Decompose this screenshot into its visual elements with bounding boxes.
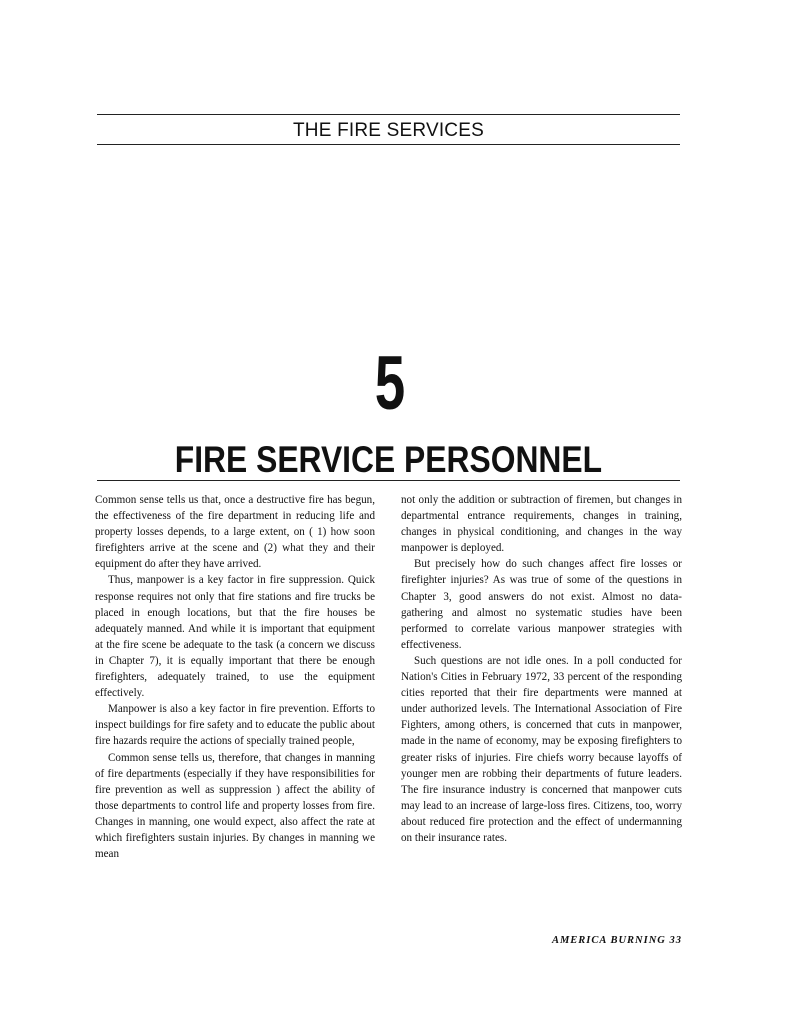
paragraph: Thus, manpower is a key factor in fire suppression. Quick response requires not only that fire stations and fire trucks be placed in enough locations, but that the fire houses be adequately manned. And while it is important that equipment at the fire scene be adequate to the task (a concern we discuss in Chapter 7), it is equally important that there be enough firefighters, adequately trained, to use the equipment effectively. [95,574,375,700]
paragraph: Common sense tells us that, once a destructive fire has begun, the effectiveness of the fire department in reducing life and property losses depends, to a large extent, on ( 1) how soon firefighters arrive at the scene and (2) what they and their equipment do after they have arrived. [95,494,375,571]
paragraph: Such questions are not idle ones. In a poll conducted for Nation's Cities in February 1972, 33 percent of the responding cities reported that their fire departments were manned at under authorized levels. The International Association of Fire Fighters, among others, is concerned that cuts in manpower, made in the name of economy, may be exposing firefighters to greater risks of injuries. Fire chiefs worry because layoffs of younger men are robbing their departments of future leaders. The fire insurance industry is concerned that manpower cuts may lead to an increase of large-loss fires. Citizens, too, worry about reduced fire protection and the effect of undermanning on their insurance rates. [401,654,682,844]
body-column-right [401,492,682,846]
running-footer: AMERICA BURNING 33 [551,935,682,946]
paragraph: not only the addition or subtraction of firemen, but changes in departmental entrance requirements, changes in training, changes in physical conditioning, and changes in the way manpower is deployed. [401,494,682,555]
running-header: THE FIRE SERVICES [293,120,484,141]
chapter-title-rule [97,480,680,481]
paragraph: Common sense tells us, therefore, that changes in manning of fire departments (especially if they have responsibilities for fire prevention as well as suppression ) affect the ability of those departments to control life and property losses from fire. Changes in manning, one would expect, also affect the rate at which firefighters sustain injuries. By changes in manning we mean [95,751,375,861]
paragraph: But precisely how do such changes affect fire losses or firefighter injuries? As was true of some of the questions in Chapter 3, good answers do not exist. Almost no data-gathering and almost no systematic studies have been performed to correlate various manpower strategies with effectiveness. [401,558,682,651]
paragraph: Manpower is also a key factor in fire prevention. Efforts to inspect buildings for fire safety and to educate the public about fire hazards require the actions of specially trained people, [95,703,375,748]
header-bottom-rule [97,144,680,145]
header-top-rule [97,114,680,115]
chapter-number: 5 [374,341,406,426]
chapter-title: FIRE SERVICE PERSONNEL [174,439,603,480]
body-column-left [95,492,375,862]
